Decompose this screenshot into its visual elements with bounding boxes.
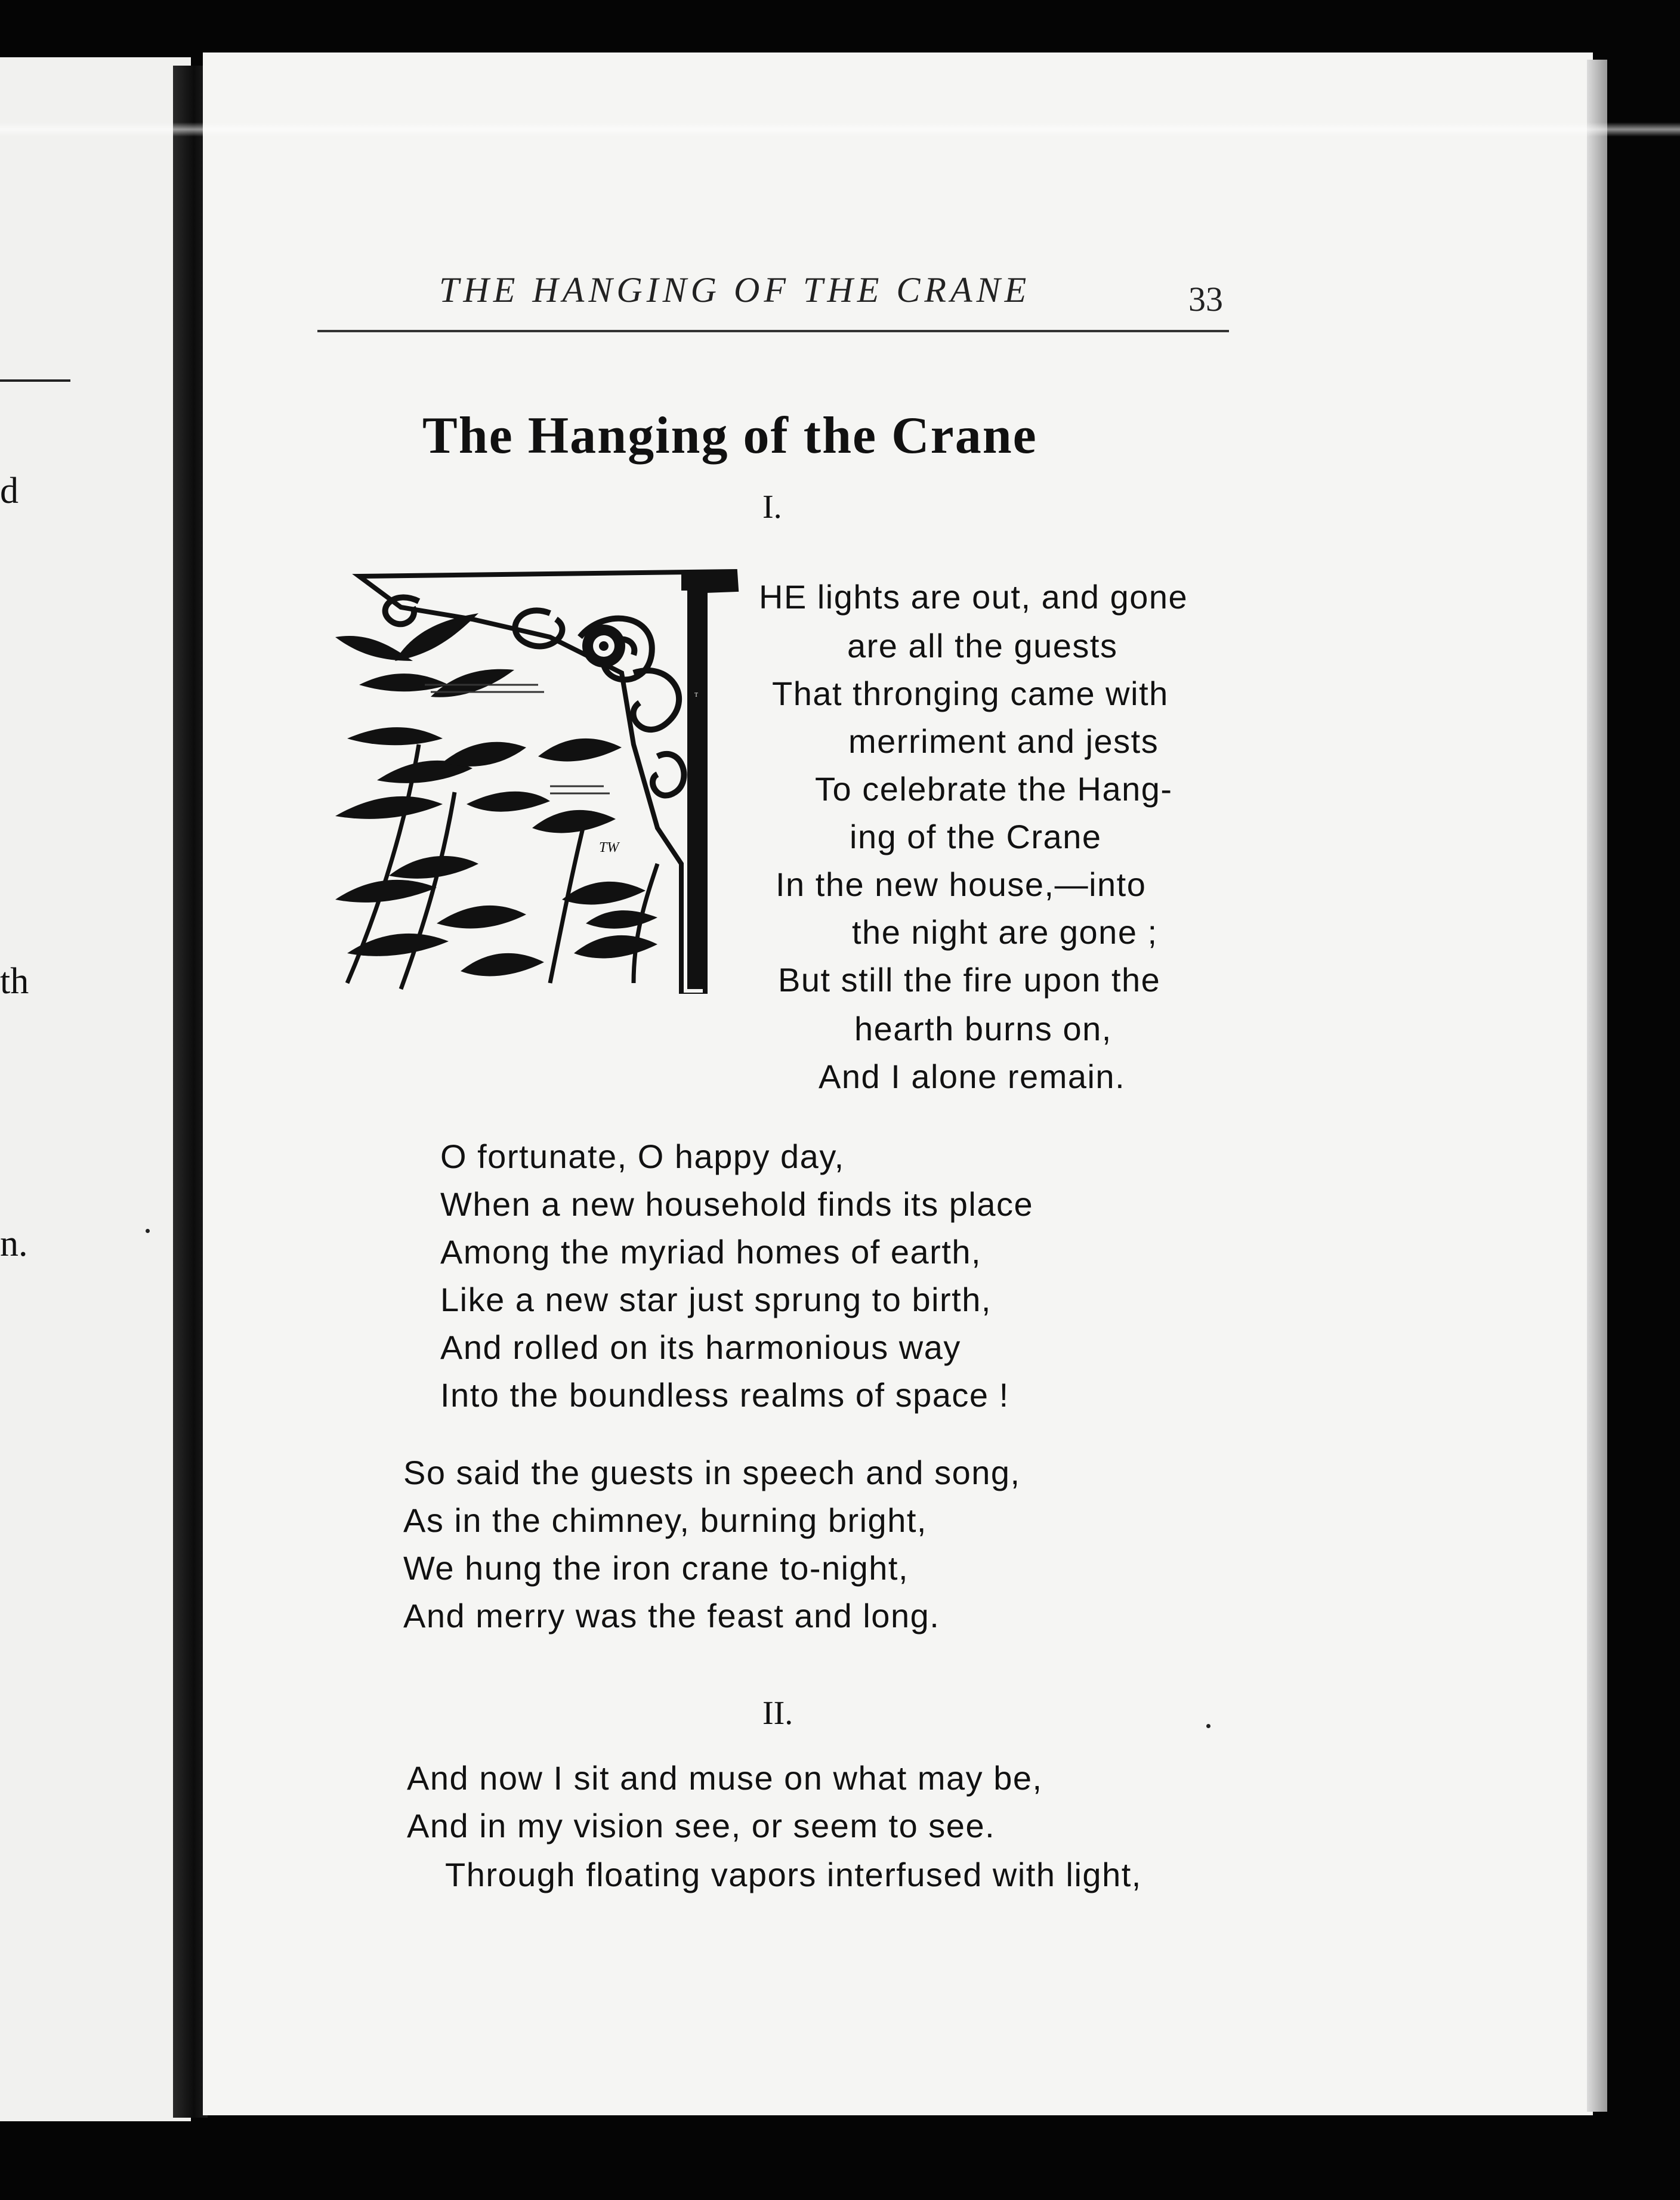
poem-line: Like a new star just sprung to birth, [440,1281,992,1318]
poem-line: Into the boundless realms of space ! [440,1376,1009,1414]
poem-line: That thronging came with [772,675,1169,712]
section-number: I. [762,489,782,526]
previous-page-fragment: d [0,471,18,511]
poem-title: The Hanging of the Crane [422,407,1037,465]
previous-page-fragment: th [0,961,29,1002]
header-rule [317,330,1229,332]
scan-speck [146,1229,150,1233]
previous-page [0,57,191,2121]
poem-line: HE lights are out, and gone [759,578,1188,616]
poem-line: the night are gone ; [852,913,1158,951]
previous-page-rule [0,379,70,382]
poem-line: Through floating vapors interfused with light, [445,1856,1142,1893]
poem-line: And now I sit and muse on what may be, [407,1759,1043,1797]
poem-line: And rolled on its harmonious way [440,1328,961,1366]
poem-line: In the new house,—into [776,866,1147,903]
page-edge [1587,60,1607,2112]
poem-line: ing of the Crane [850,818,1102,855]
poem-line: are all the guests [847,627,1118,665]
poem-line: But still the fire upon the [778,961,1161,999]
poem-line: merriment and jests [848,722,1159,760]
poem-line: And in my vision see, or seem to see. [407,1807,996,1844]
artist-monogram: TW [599,840,619,855]
poem-line: So said the guests in speech and song, [403,1454,1021,1491]
scan-artifact [0,122,1680,137]
drop-cap-letter: T [694,692,699,699]
scan-speck [1206,1724,1210,1728]
previous-page-fragment: n. [0,1223,28,1264]
running-header: THE HANGING OF THE CRANE [439,270,1031,310]
poem-line: Among the myriad homes of earth, [440,1233,982,1271]
poem-line: To celebrate the Hang- [815,770,1173,808]
poem-line: When a new household finds its place [440,1185,1034,1223]
poem-line: O fortunate, O happy day, [440,1138,845,1175]
poem-line: hearth burns on, [854,1010,1112,1048]
decorated-initial-illustration [323,566,747,994]
section-number: II. [762,1695,793,1732]
poem-line: As in the chimney, burning bright, [403,1501,927,1539]
page-number: 33 [1188,280,1223,319]
poem-line: We hung the iron crane to-night, [403,1549,909,1587]
poem-line: And merry was the feast and long. [403,1597,940,1634]
poem-line: And I alone remain. [819,1058,1126,1095]
